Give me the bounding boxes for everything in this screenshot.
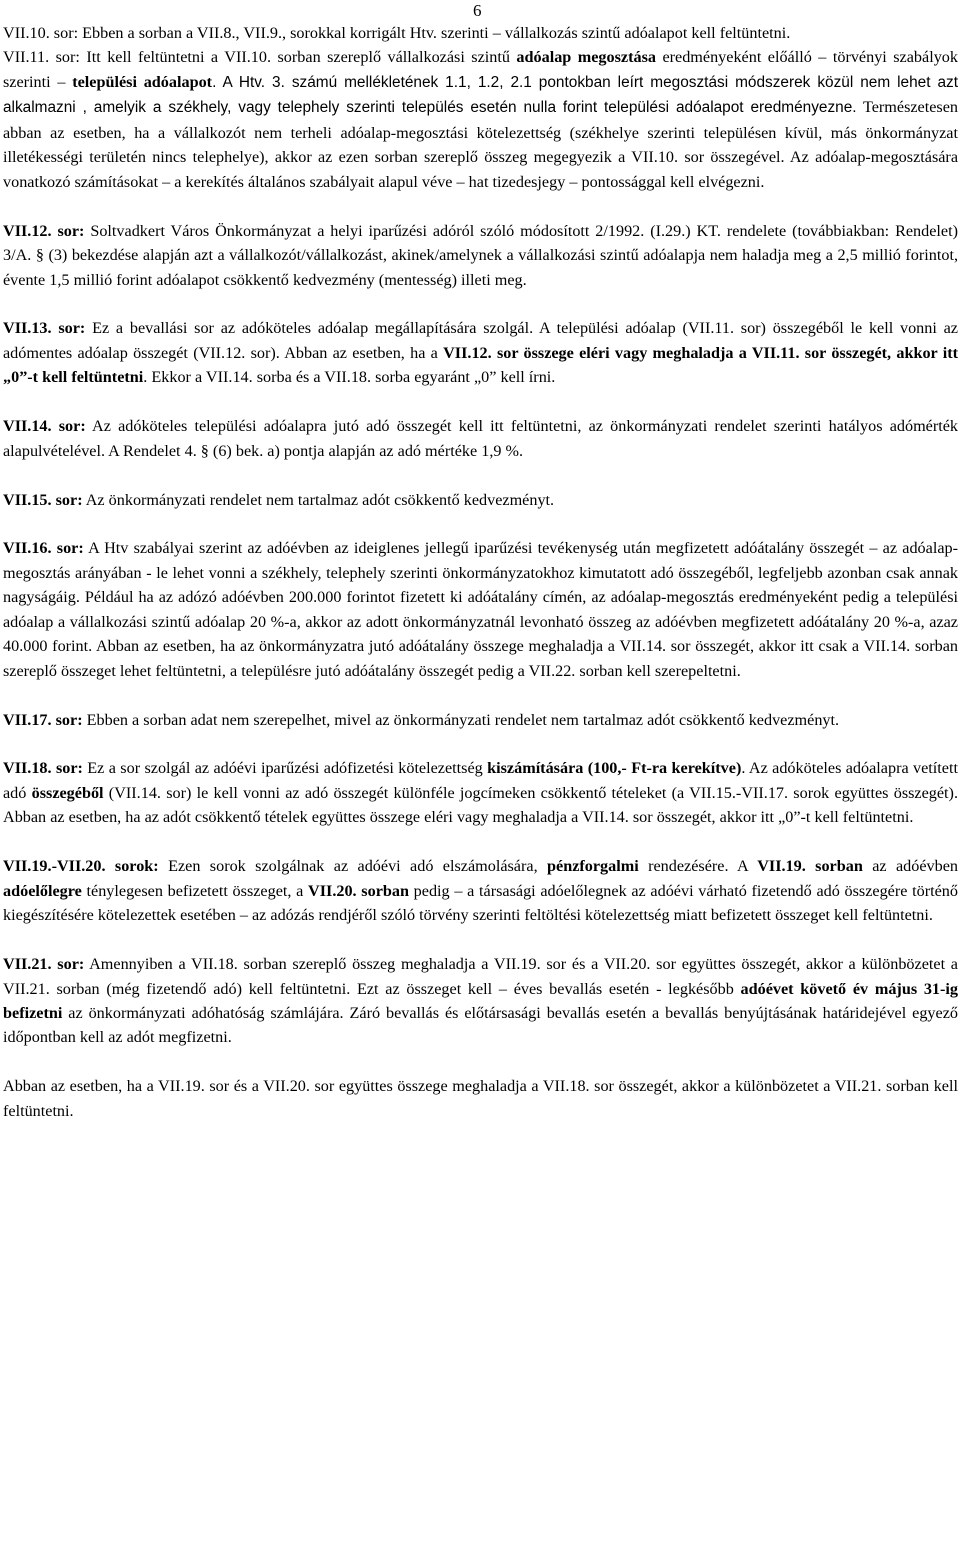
- row-label: VII.14. sor:: [3, 417, 86, 436]
- paragraph-text: A Htv szabályai szerint az adóévben az ideiglenes jellegű iparűzési tevékenység után megfizetett adóátalány összegét – az adóalap-megosztás arányában - le lehet vonni a székhely, telephely szerinti önkormányzatokhoz kimutatott adó összegéből, legfeljebb azonban csak annak nagyságáig. Például ha az adózó adóévben 200.000 forintot fizetett ki adóátalány címén, az adóalap-megosztás eredményeként pedig a települési adóalap a vállalkozási szintű adóalap 20 %-a, akkor az adott önkormányzatnál levonható összeg az adóévben megfizetett adóátalány 20 %-a, azaz 40.000 forint. Abban az esetben, ha az önkormányzatra jutó adóátalány összege meghaladja a VII.14. sor összegét, akkor itt csak a VII.14. sorban szereplő összeget lehet feltüntetni, a településre jutó adóátalány összegét pedig a VII.22. sorban kell szerepeltetni.: [3, 539, 958, 680]
- bold-text: adóalap megosztása: [516, 48, 656, 67]
- bold-text: kiszámítására (100,- Ft-ra kerekítve): [487, 759, 742, 778]
- paragraph-vii-11: [3, 45, 958, 194]
- bold-text: települési adóalapot: [72, 72, 213, 91]
- paragraph-vii-16: [3, 536, 958, 683]
- paragraph-text: VII.10. sor: Ebben a sorban a VII.8., VII.9., sorokkal korrigált Htv. szerinti – vállalkozás szintű adóalapot kell feltüntetni.: [3, 24, 791, 42]
- paragraph-text: az önkormányzati adóhatóság számlájára. Záró bevallás és előtársasági bevallás esetén a bevallás benyújtásának határidejével egyező időpontban kell az adót megfizetni.: [3, 1003, 958, 1047]
- paragraph-vii-14: [3, 414, 958, 463]
- bold-text: adóévet követő év május 31-ig befizetni: [3, 979, 959, 1022]
- paragraph-closing: [3, 1074, 958, 1123]
- paragraph-text: Amennyiben a VII.18. sorban szereplő összeg meghaladja a VII.19. sor és a VII.20. sor együttes összegét, akkor a különbözetet a VII.21. sorban (még fizetendő adó) kell feltüntetni. Ezt az összeget kell – éves bevallás esetén - legkésőbb: [3, 955, 958, 998]
- paragraph-vii-15: [3, 488, 958, 512]
- paragraph-vii-13: [3, 316, 958, 389]
- row-label: VII.15. sor:: [3, 490, 83, 509]
- bold-text: adóelőlegre: [3, 881, 82, 900]
- paragraph-text: . A Htv. 3. számú mellékletének 1.1, 1.2, 2.1 pontokban leírt megosztási módszerek közül nem lehet azt alkalmazni , amelyik a székhely, vagy telephely szerinti település esetén nulla forint települési adóalapot eredményezne.: [3, 73, 958, 117]
- paragraph-text: Soltvadkert Város Önkormányzat a helyi iparűzési adóról szóló módosított 2/1992. (I.29.) KT. rendelete (továbbiakban: Rendelet) 3/A. § (3) bekezdése alapján azt a vállalkozót/vállalkozást, akinek/amelynek a vállalkozási szintű adóalapja nem haladja meg a 2,5 millió forintot, évente 1,5 millió forint adóalapot csökkentő kedvezmény (mentesség) illeti meg.: [3, 221, 958, 289]
- paragraph-text: Abban az esetben, ha a VII.19. sor és a VII.20. sor együttes összege meghaladja a VII.18. sor összegét, akkor a különbözetet a VII.21. sorban kell feltüntetni.: [3, 1077, 958, 1120]
- row-label: VII.12. sor:: [3, 221, 85, 240]
- page-number: 6: [473, 1, 482, 20]
- row-label: VII.18. sor:: [3, 759, 83, 778]
- row-label: VII.17. sor:: [3, 710, 83, 729]
- paragraph-vii-21: [3, 952, 958, 1050]
- paragraph-text: Ez a sor szolgál az adóévi iparűzési adófizetési kötelezettség: [82, 759, 488, 778]
- paragraph-text: Az adóköteles települési adóalapra jutó adó összegét kell itt feltüntetni, az önkormányzati rendelet szerinti hatályos adómérték alapulvételével. A Rendelet 4. § (6) bek. a) pontja alapján az adó mértéke 1,9 %.: [3, 417, 959, 460]
- paragraph-text: (VII.14. sor) le kell vonni az adó összegét különféle jogcímeken csökkentő tételeket (a VII.15.-VII.17. sorok együttes összegét). Abban az esetben, ha az adót csökkentő tételek együttes összege eléri vagy meghaladja a VII.14. sor összegét, akkor itt „0”-t kell feltüntetni.: [3, 783, 958, 827]
- paragraph-vii-19-20: [3, 854, 958, 927]
- row-label: VII.16. sor:: [3, 539, 84, 558]
- document-body: [3, 21, 958, 1123]
- paragraph-text: az adóévben: [862, 857, 958, 876]
- paragraph-text: eredményeként előálló – törvényi szabályok szerinti –: [3, 48, 958, 91]
- paragraph-text: Természetesen abban az esetben, ha a vállalkozót nem terheli adóalap-megosztási kötelezettség (székhelye szerinti településen kívül, más önkormányzat illetékességi területén nincs telephelye), akkor az ezen sorban szereplő összeg megegyezik a VII.10. sor összegével. Az adóalap-megosztására vonatkozó számításokat – a kerekítés általános szabályait alapul véve – hat tizedesjegy – pontossággal kell elvégezni.: [3, 98, 959, 191]
- bold-text: VII.20. sorban: [308, 881, 409, 900]
- paragraph-text: . Az adóköteles adóalapra vetített adó: [3, 759, 958, 802]
- paragraph-text: Ezen sorok szolgálnak az adóévi adó elszámolására,: [158, 857, 547, 876]
- paragraph-text: Ebben a sorban adat nem szerepelhet, mivel az önkormányzati rendelet nem tartalmaz adót csökkentő kedvezményt.: [82, 710, 840, 729]
- paragraph-text: VII.11. sor: Itt kell feltüntetni a VII.10. sorban szereplő vállalkozási szintű: [3, 48, 517, 67]
- paragraph-vii-18: [3, 756, 958, 829]
- paragraph-vii-10: [3, 21, 958, 45]
- paragraph-vii-17: [3, 708, 958, 732]
- paragraph-text: Az önkormányzati rendelet nem tartalmaz adót csökkentő kedvezményt.: [82, 490, 555, 509]
- row-label: VII.19.-VII.20. sorok:: [3, 857, 159, 876]
- bold-text: VII.12. sor összege eléri vagy meghaladja a VII.11. sor összegét, akkor itt „0”-t kell feltüntetni: [3, 343, 958, 387]
- row-label: VII.21. sor:: [3, 955, 85, 974]
- paragraph-text: pedig – a társasági adóelőlegnek az adóévi várható fizetendő adó összegére történő kiegészítésére kötelezettek esetében – az adózás rendjéről szóló törvény szerinti feltöltési kötelezettség miatt befizetett összeget kell feltüntetni.: [3, 881, 958, 925]
- bold-text: VII.19. sorban: [757, 857, 863, 876]
- row-label: VII.13. sor:: [3, 319, 86, 338]
- paragraph-text: rendezésére. A: [638, 857, 758, 876]
- bold-text: pénzforgalmi: [547, 857, 639, 876]
- paragraph-vii-12: [3, 219, 958, 292]
- paragraph-text: ténylegesen befizetett összeget, a: [81, 881, 309, 900]
- paragraph-text: . Ekkor a VII.14. sorba és a VII.18. sorba egyaránt „0” kell írni.: [143, 368, 556, 387]
- bold-text: összegéből: [31, 783, 104, 802]
- paragraph-text: Ez a bevallási sor az adóköteles adóalap megállapítására szolgál. A települési adóalap (VII.11. sor) összegéből le kell vonni az adómentes adóalap összegét (VII.12. sor). Abban az esetben, ha a: [3, 319, 958, 362]
